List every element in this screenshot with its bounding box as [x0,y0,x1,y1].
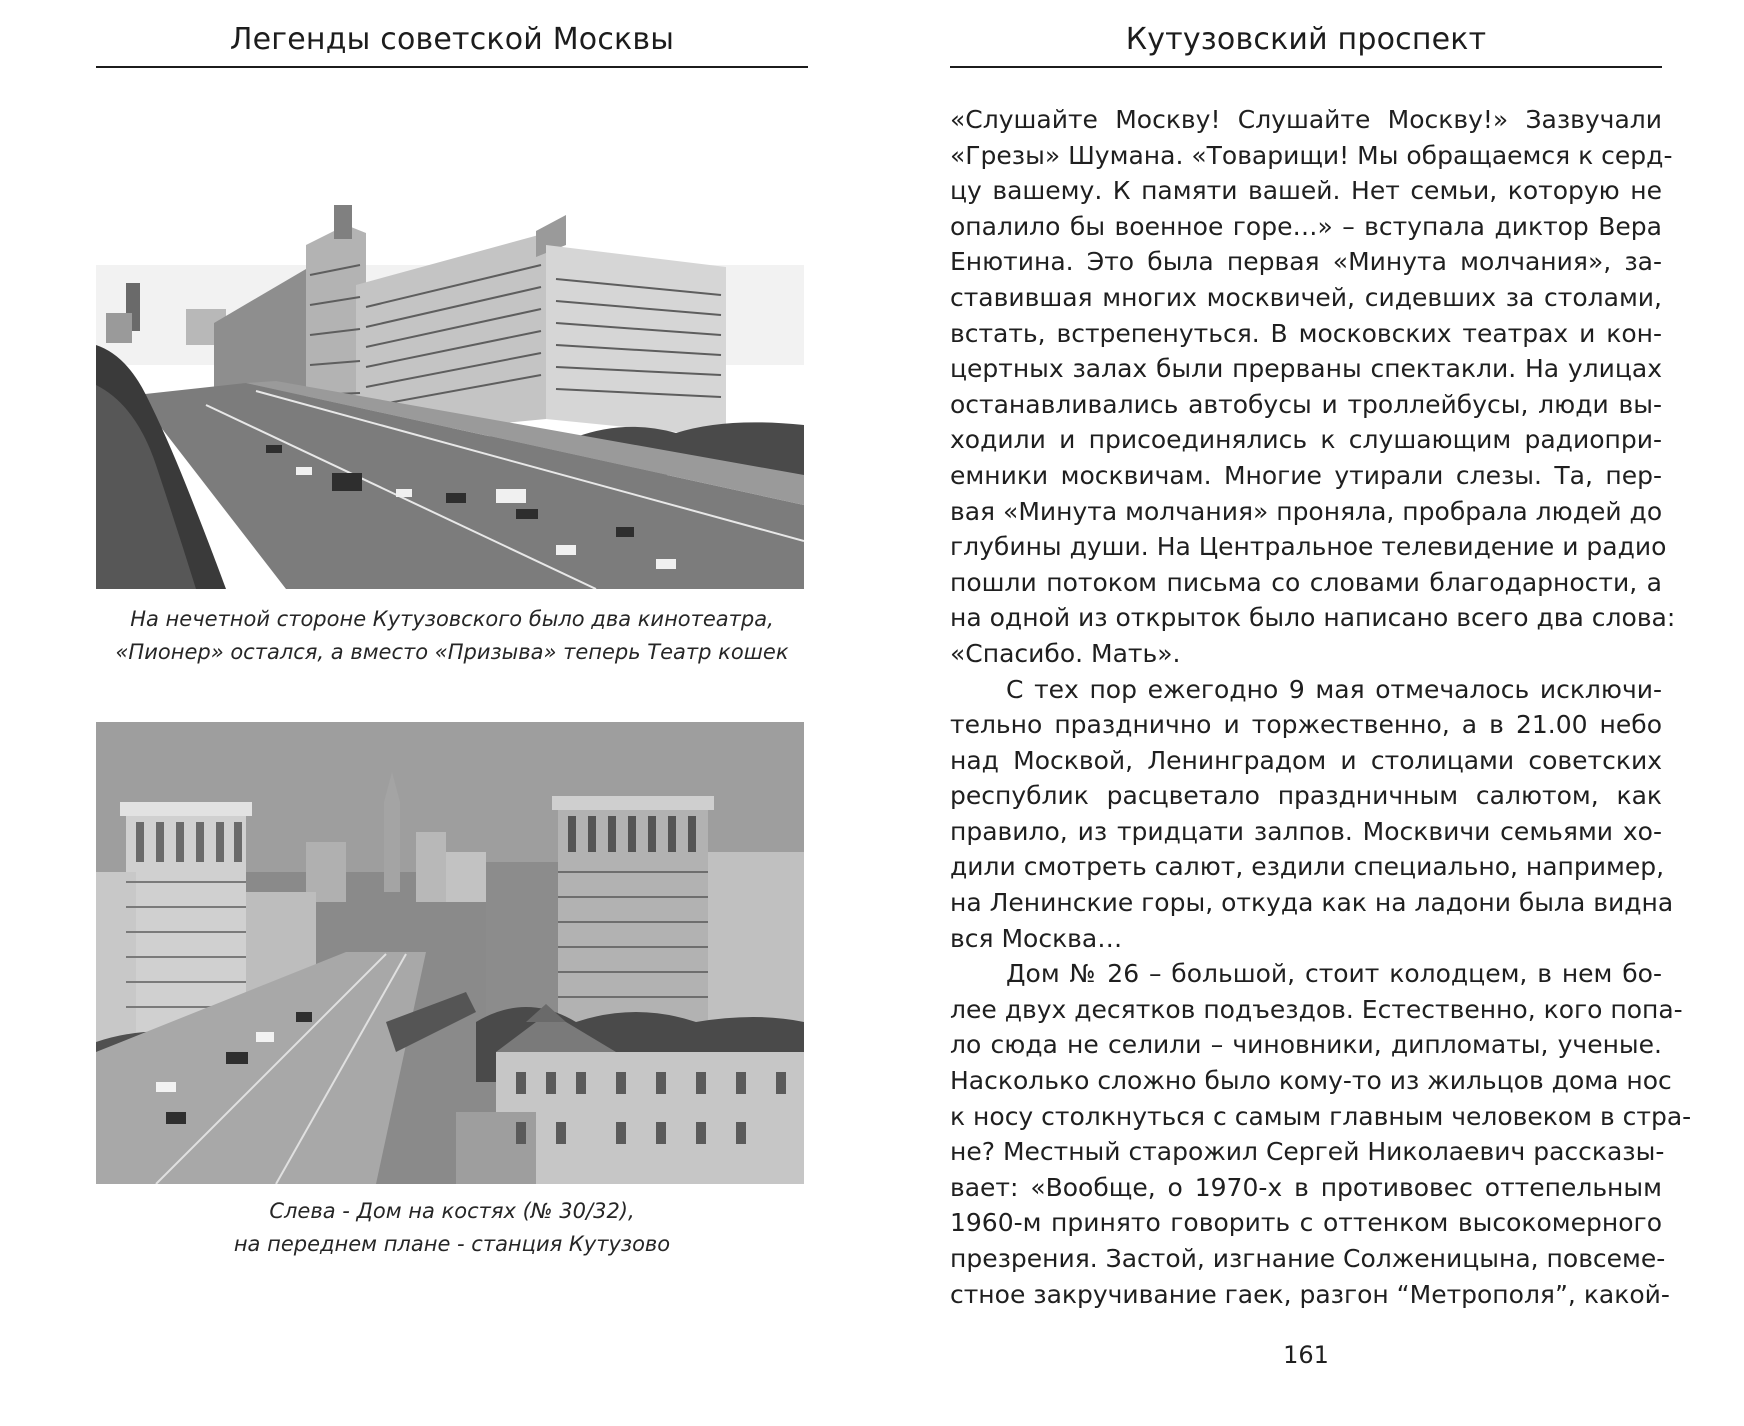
text-line: на Ленинские горы, откуда как на ладони была видна [950,888,1674,918]
text-line: цертных залах были прерваны спектакли. На улицах [950,354,1662,384]
text-line: «Спасибо. Мать». [950,638,1181,668]
right-page [860,0,1744,1426]
text-line: цу вашему. К памяти вашей. Нет семьи, которую не [950,176,1662,206]
text-line: республик расцветало праздничным салютом, как [950,781,1662,811]
text-line: вая «Минута молчания» проняла, пробрала людей до [950,496,1663,526]
paragraph [950,102,1676,672]
text-line: останавливались автобусы и троллейбусы, люди вы- [950,389,1662,419]
text-line: С тех пор ежегодно 9 мая отмечалось исключи- [1006,674,1662,704]
paragraph [950,956,1692,1312]
text-line: 1960-м принято говорить с оттенком высокомерного [950,1208,1662,1238]
paragraph [950,672,1674,957]
text-line: встать, встрепенуться. В московских театрах и кон- [950,318,1662,348]
text-line: вся Москва… [950,923,1123,953]
text-line: «Слушайте Москву! Слушайте Москву!» Зазвучали [950,105,1662,134]
text-line: емники москвичам. Многие утирали слезы. Та, пер- [950,460,1662,490]
text-line: опалило бы военное горе…» – вступала диктор Вера [950,211,1662,241]
text-line: ходили и присоединялись к слушающим радиопри- [950,425,1662,455]
caption-photo-2 [96,1195,808,1261]
text-line: пошли потоком письма со словами благодарности, а [950,567,1662,597]
text-line: на одной из открыток было написано всего два слова: [950,603,1676,633]
text-line: лее двух десятков подъездов. Естественно, кого попа- [950,994,1683,1024]
right-header-rule [950,66,1662,68]
text-line: не? Местный старожил Сергей Николаевич рассказы- [950,1137,1665,1167]
text-line: Енютина. Это была первая «Минута молчания», за- [950,247,1662,277]
caption-photo-1 [96,603,808,669]
photo-house-on-bones-image [96,722,804,1184]
text-line: Насколько сложно было кому-то из жильцов дома нос [950,1066,1672,1096]
left-header-rule [96,66,808,68]
text-line: над Москвой, Ленинградом и столицами советских [950,745,1662,775]
text-line: ставившая многих москвичей, сидевших за столами, [950,282,1662,312]
caption-photo-1-line-1: На нечетной стороне Кутузовского было два кинотеатра, [130,607,774,631]
right-running-head: Кутузовский проспект [1125,22,1487,57]
body-text [950,102,1692,1312]
photo-kutuzovsky-avenue [96,205,804,589]
photo-house-on-bones [96,722,804,1184]
left-page [0,0,860,1426]
text-line: дили смотреть салют, ездили специально, например, [950,852,1665,882]
text-line: к носу столкнуться с самым главным человеком в стра- [950,1101,1692,1131]
text-line: правило, из тридцати залпов. Москвичи семьями хо- [950,816,1662,846]
photo-kutuzovsky-avenue-image [96,205,804,589]
text-line: презрения. Застой, изгнание Солженицына, повсеме- [950,1244,1666,1273]
caption-photo-2-line-2: на переднем плане - станция Кутузово [233,1232,671,1256]
text-line: ло сюда не селили – чиновники, дипломаты, ученые. [950,1030,1662,1060]
text-line: Дом № 26 – большой, стоит колодцем, в нем бо- [1006,959,1662,989]
caption-photo-1-line-2: «Пионер» остался, а вместо «Призыва» теперь Театр кошек [115,640,789,664]
text-line: стное закручивание гаек, разгон “Метрополя”, какой- [950,1279,1670,1309]
text-line: глубины души. На Центральное телевидение и радио [950,532,1667,562]
text-line: вает: «Вообще, о 1970-х в противовес оттепельным [950,1172,1662,1202]
text-line: тельно празднично и торжественно, а в 21.00 небо [950,710,1662,740]
page-number: 161 [1283,1341,1329,1369]
caption-photo-2-line-1: Слева - Дом на костях (№ 30/32), [269,1199,635,1223]
text-line: «Грезы» Шумана. «Товарищи! Мы обращаемся к серд- [950,140,1673,170]
left-running-head: Легенды советской Москвы [229,22,675,57]
